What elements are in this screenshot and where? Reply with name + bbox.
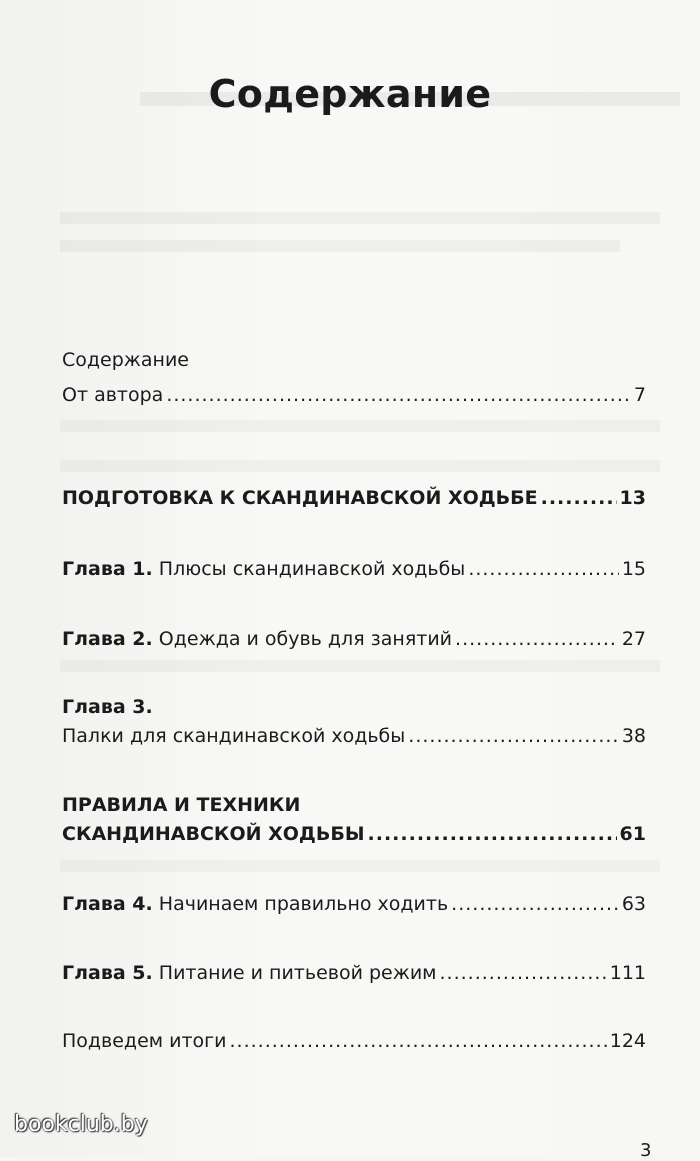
toc-page-number: 15 bbox=[621, 558, 646, 580]
toc-entry-chapter-4[interactable] bbox=[62, 892, 646, 916]
chapter-number: Глава 1. bbox=[62, 558, 153, 580]
toc-page-number: 63 bbox=[621, 893, 646, 915]
toc-entry-label: Палки для скандинавской ходьбы bbox=[62, 725, 406, 747]
toc-entry-label: Плюсы скандинавской ходьбы bbox=[158, 558, 466, 580]
dot-leader bbox=[368, 822, 617, 846]
toc-entry-label: СКАНДИНАВСКОЙ ХОДЬБЫ bbox=[62, 823, 365, 845]
toc-entry-author[interactable] bbox=[62, 383, 646, 407]
dot-leader bbox=[541, 486, 617, 510]
show-through bbox=[60, 460, 660, 472]
dot-leader bbox=[468, 557, 619, 581]
toc-entry-part-2[interactable] bbox=[62, 822, 646, 846]
page-title: Содержание bbox=[208, 72, 492, 116]
chapter-number: Глава 2. bbox=[62, 628, 153, 650]
toc-entry-label: ПОДГОТОВКА К СКАНДИНАВСКОЙ ХОДЬБЕ bbox=[62, 487, 538, 509]
toc-entry-chapter-1[interactable] bbox=[62, 557, 646, 581]
toc-entry-label: От автора bbox=[62, 384, 164, 406]
chapter-number: Глава 5. bbox=[62, 962, 153, 984]
toc-entry-chapter-5[interactable] bbox=[62, 961, 646, 985]
show-through bbox=[60, 660, 660, 672]
toc-page-number: 38 bbox=[621, 725, 646, 747]
chapter-number: Глава 4. bbox=[62, 893, 153, 915]
page-number: 3 bbox=[640, 1140, 652, 1161]
show-through bbox=[60, 240, 620, 252]
toc-heading: Содержание bbox=[62, 349, 189, 371]
toc-entry-label: Одежда и обувь для занятий bbox=[158, 628, 453, 650]
dot-leader bbox=[451, 892, 619, 916]
toc-entry-summary[interactable] bbox=[62, 1029, 646, 1053]
dot-leader bbox=[230, 1029, 607, 1053]
toc-entry-label: Начинаем правильно ходить bbox=[158, 893, 449, 915]
toc-page-number: 13 bbox=[619, 487, 646, 509]
show-through bbox=[60, 212, 660, 224]
toc-entry-label: Подведем итоги bbox=[62, 1030, 227, 1052]
toc-entry-chapter-2[interactable] bbox=[62, 627, 646, 651]
dot-leader bbox=[408, 724, 619, 748]
toc-page-number: 124 bbox=[609, 1030, 646, 1052]
show-through bbox=[60, 420, 660, 432]
dot-leader bbox=[455, 627, 619, 651]
toc-page-number: 61 bbox=[619, 823, 646, 845]
toc-page-number: 111 bbox=[609, 962, 646, 984]
toc-page-number: 27 bbox=[621, 628, 646, 650]
toc-entry-part-1[interactable] bbox=[62, 486, 646, 510]
toc-page-number: 7 bbox=[633, 384, 646, 406]
dot-leader bbox=[440, 961, 607, 985]
toc-entry-label: Питание и питьевой режим bbox=[158, 962, 437, 984]
watermark: bookclub.by bbox=[14, 1112, 148, 1137]
part-title-line: ПРАВИЛА И ТЕХНИКИ bbox=[62, 794, 301, 816]
show-through bbox=[60, 860, 660, 872]
chapter-number: Глава 3. bbox=[62, 696, 153, 718]
dot-leader bbox=[166, 383, 631, 407]
toc-entry-chapter-3[interactable] bbox=[62, 724, 646, 748]
